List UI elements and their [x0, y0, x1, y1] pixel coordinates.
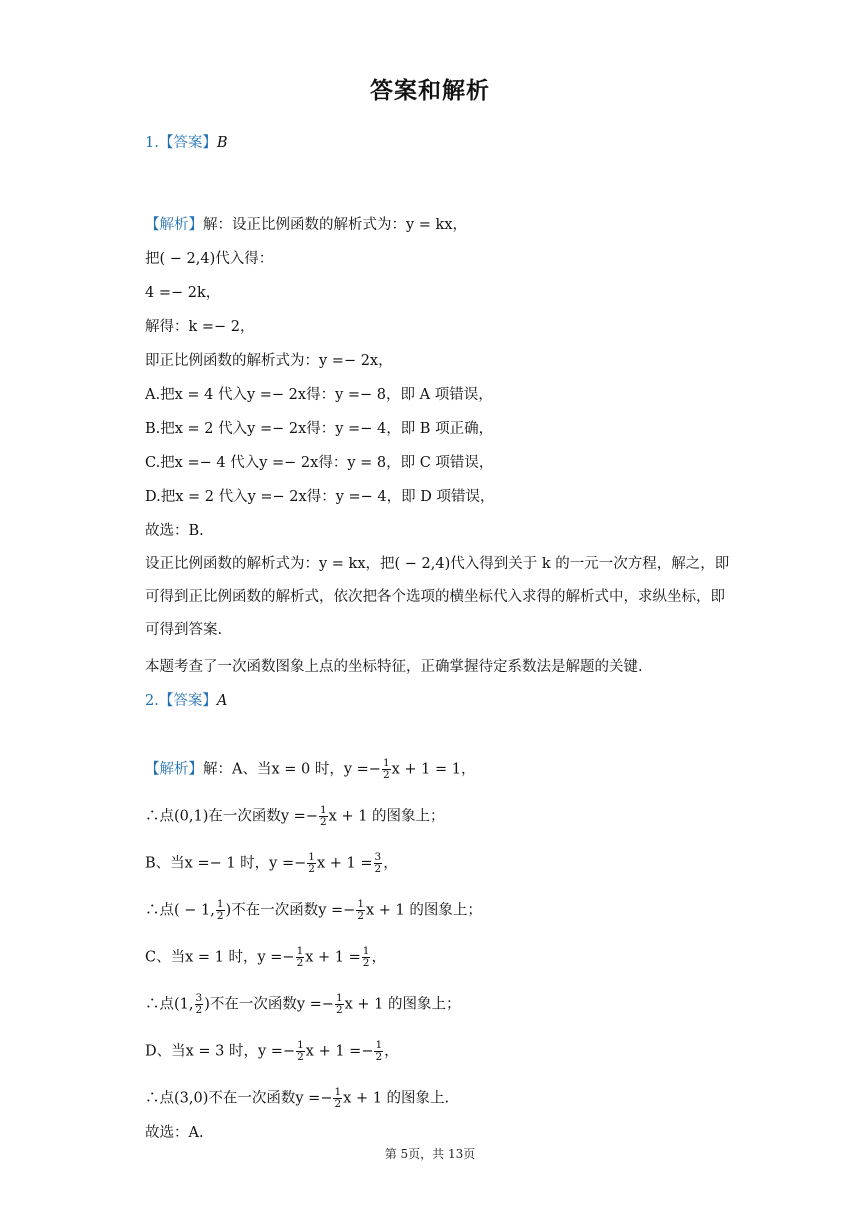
q2-analysis-line-8	[145, 1087, 725, 1110]
q2-line-7-part-a: D、当x = 3 时，y =−	[145, 1043, 296, 1060]
fraction-one-half: $\frac{1}{2}$	[216, 898, 224, 922]
fraction-one-half: $\frac{1}{2}$	[308, 851, 315, 875]
q2-line-6-part-a: ∴点(1,	[145, 996, 194, 1013]
q2-analysis-line-2	[145, 805, 725, 828]
q2-line-4-part-c: x + 1 的图象上；	[366, 902, 482, 919]
q2-answer-line	[145, 690, 725, 712]
q2-line-1-part-a: 解：A、当x = 0 时，y =−	[203, 761, 381, 778]
q1-answer-label: 【答案】	[158, 135, 217, 151]
q2-line-3-part-b: x + 1 =	[316, 855, 373, 872]
q2-line-4-part-a: ∴点( − 1,	[145, 902, 215, 919]
q1-conclusion-line: 本题考查了一次函数图象上点的坐标特征，正确掌握待定系数法是解题的关键.	[145, 659, 643, 675]
fraction-one-half: $\frac{1}{2}$	[297, 1039, 304, 1063]
q2-line-7-part-c: ，	[384, 1043, 399, 1060]
q2-line-4-part-b: )不在一次函数y =−	[225, 902, 356, 919]
q2-answer-value: A	[216, 693, 228, 709]
q1-answer-line	[145, 132, 725, 154]
fraction-one-half: $\frac{1}{2}$	[335, 992, 343, 1016]
q2-line-6-part-c: x + 1 的图象上；	[344, 996, 461, 1013]
fraction-one-half: $\frac{1}{2}$	[296, 945, 304, 969]
q1-analysis-label: 【解析】	[145, 217, 203, 233]
q1-option-b-line: B.把x = 2 代入y =− 2x得：y =− 4，即 B 项正确，	[145, 421, 494, 437]
q2-line-7-part-b: x + 1 =−	[305, 1043, 374, 1060]
fraction-three-halves: $\frac{3}{2}$	[195, 992, 203, 1016]
q2-line-3-part-a: B、当x =− 1 时，y =−	[145, 855, 307, 872]
fraction-three-halves: $\frac{3}{2}$	[374, 851, 382, 875]
q2-analysis-line-4	[145, 899, 725, 922]
q2-line-3-part-c: ，	[383, 855, 398, 872]
q1-analysis-text-1: 解：设正比例函数的解析式为：y = kx，	[203, 217, 468, 233]
q1-summary-paragraph: 设正比例函数的解析式为：y = kx，把( − 2,4)代入得到关于 k 的一元一次方程，解之，即可得到正比例函数的解析式，依次把各个选项的横坐标代入求得的解析式中，求纵坐标，即可得到答案.	[145, 556, 730, 638]
q2-line-8-part-b: x + 1 的图象上.	[343, 1090, 450, 1107]
q2-analysis-line-3	[145, 852, 725, 875]
page-footer: 第 5页，共 13页	[384, 1147, 476, 1161]
q1-analysis-line-3: 4 =− 2k，	[145, 285, 221, 301]
fraction-one-half: $\frac{1}{2}$	[375, 1039, 383, 1063]
q1-option-c-line: C.把x =− 4 代入y =− 2x得：y = 8，即 C 项错误，	[145, 455, 494, 471]
fraction-one-half: $\frac{1}{2}$	[362, 945, 370, 969]
q2-line-5-part-a: C、当x = 1 时，y =−	[145, 949, 295, 966]
q2-line-2-part-b: x + 1 的图象上；	[328, 808, 445, 825]
q2-analysis-line-7	[145, 1040, 725, 1063]
q2-analysis-line-6	[145, 993, 725, 1016]
q2-answer-number: 2.	[145, 693, 159, 709]
q1-choice-line: 故选：B.	[145, 523, 204, 539]
fraction-one-half: $\frac{1}{2}$	[319, 804, 327, 828]
q1-analysis-line-2: 把( − 2,4)代入得：	[145, 251, 274, 267]
q1-analysis-line-1	[145, 214, 725, 236]
fraction-one-half: $\frac{1}{2}$	[334, 1086, 342, 1110]
q1-analysis-line-4: 解得：k =− 2，	[145, 319, 255, 335]
q1-answer-number: 1.	[145, 135, 159, 151]
q2-line-6-part-b: )不在一次函数y =−	[204, 996, 334, 1013]
q2-choice-line: 故选：A.	[145, 1125, 204, 1141]
fraction-one-half: $\frac{1}{2}$	[357, 898, 364, 922]
q2-line-5-part-c: ，	[371, 949, 386, 966]
page-title: 答案和解析	[370, 78, 490, 104]
q2-line-5-part-b: x + 1 =	[305, 949, 361, 966]
q1-option-a-line: A.把x = 4 代入y =− 2x得：y =− 8，即 A 项错误，	[145, 387, 493, 403]
q1-analysis-line-5: 即正比例函数的解析式为：y =− 2x，	[145, 353, 393, 369]
q1-answer-value: B	[216, 135, 228, 151]
q2-answer-label: 【答案】	[158, 693, 217, 709]
fraction-one-half: $\frac{1}{2}$	[382, 757, 390, 781]
q2-line-2-part-a: ∴点(0,1)在一次函数y =−	[145, 808, 318, 825]
q2-line-1-part-b: x + 1 = 1，	[391, 761, 476, 778]
q2-line-8-part-a: ∴点(3,0)不在一次函数y =−	[145, 1090, 333, 1107]
q2-analysis-line-1	[145, 758, 725, 781]
q1-option-d-line: D.把x = 2 代入y =− 2x得：y =− 4，即 D 项错误，	[145, 489, 495, 505]
q2-analysis-label: 【解析】	[145, 761, 203, 778]
q2-analysis-line-5	[145, 946, 725, 969]
